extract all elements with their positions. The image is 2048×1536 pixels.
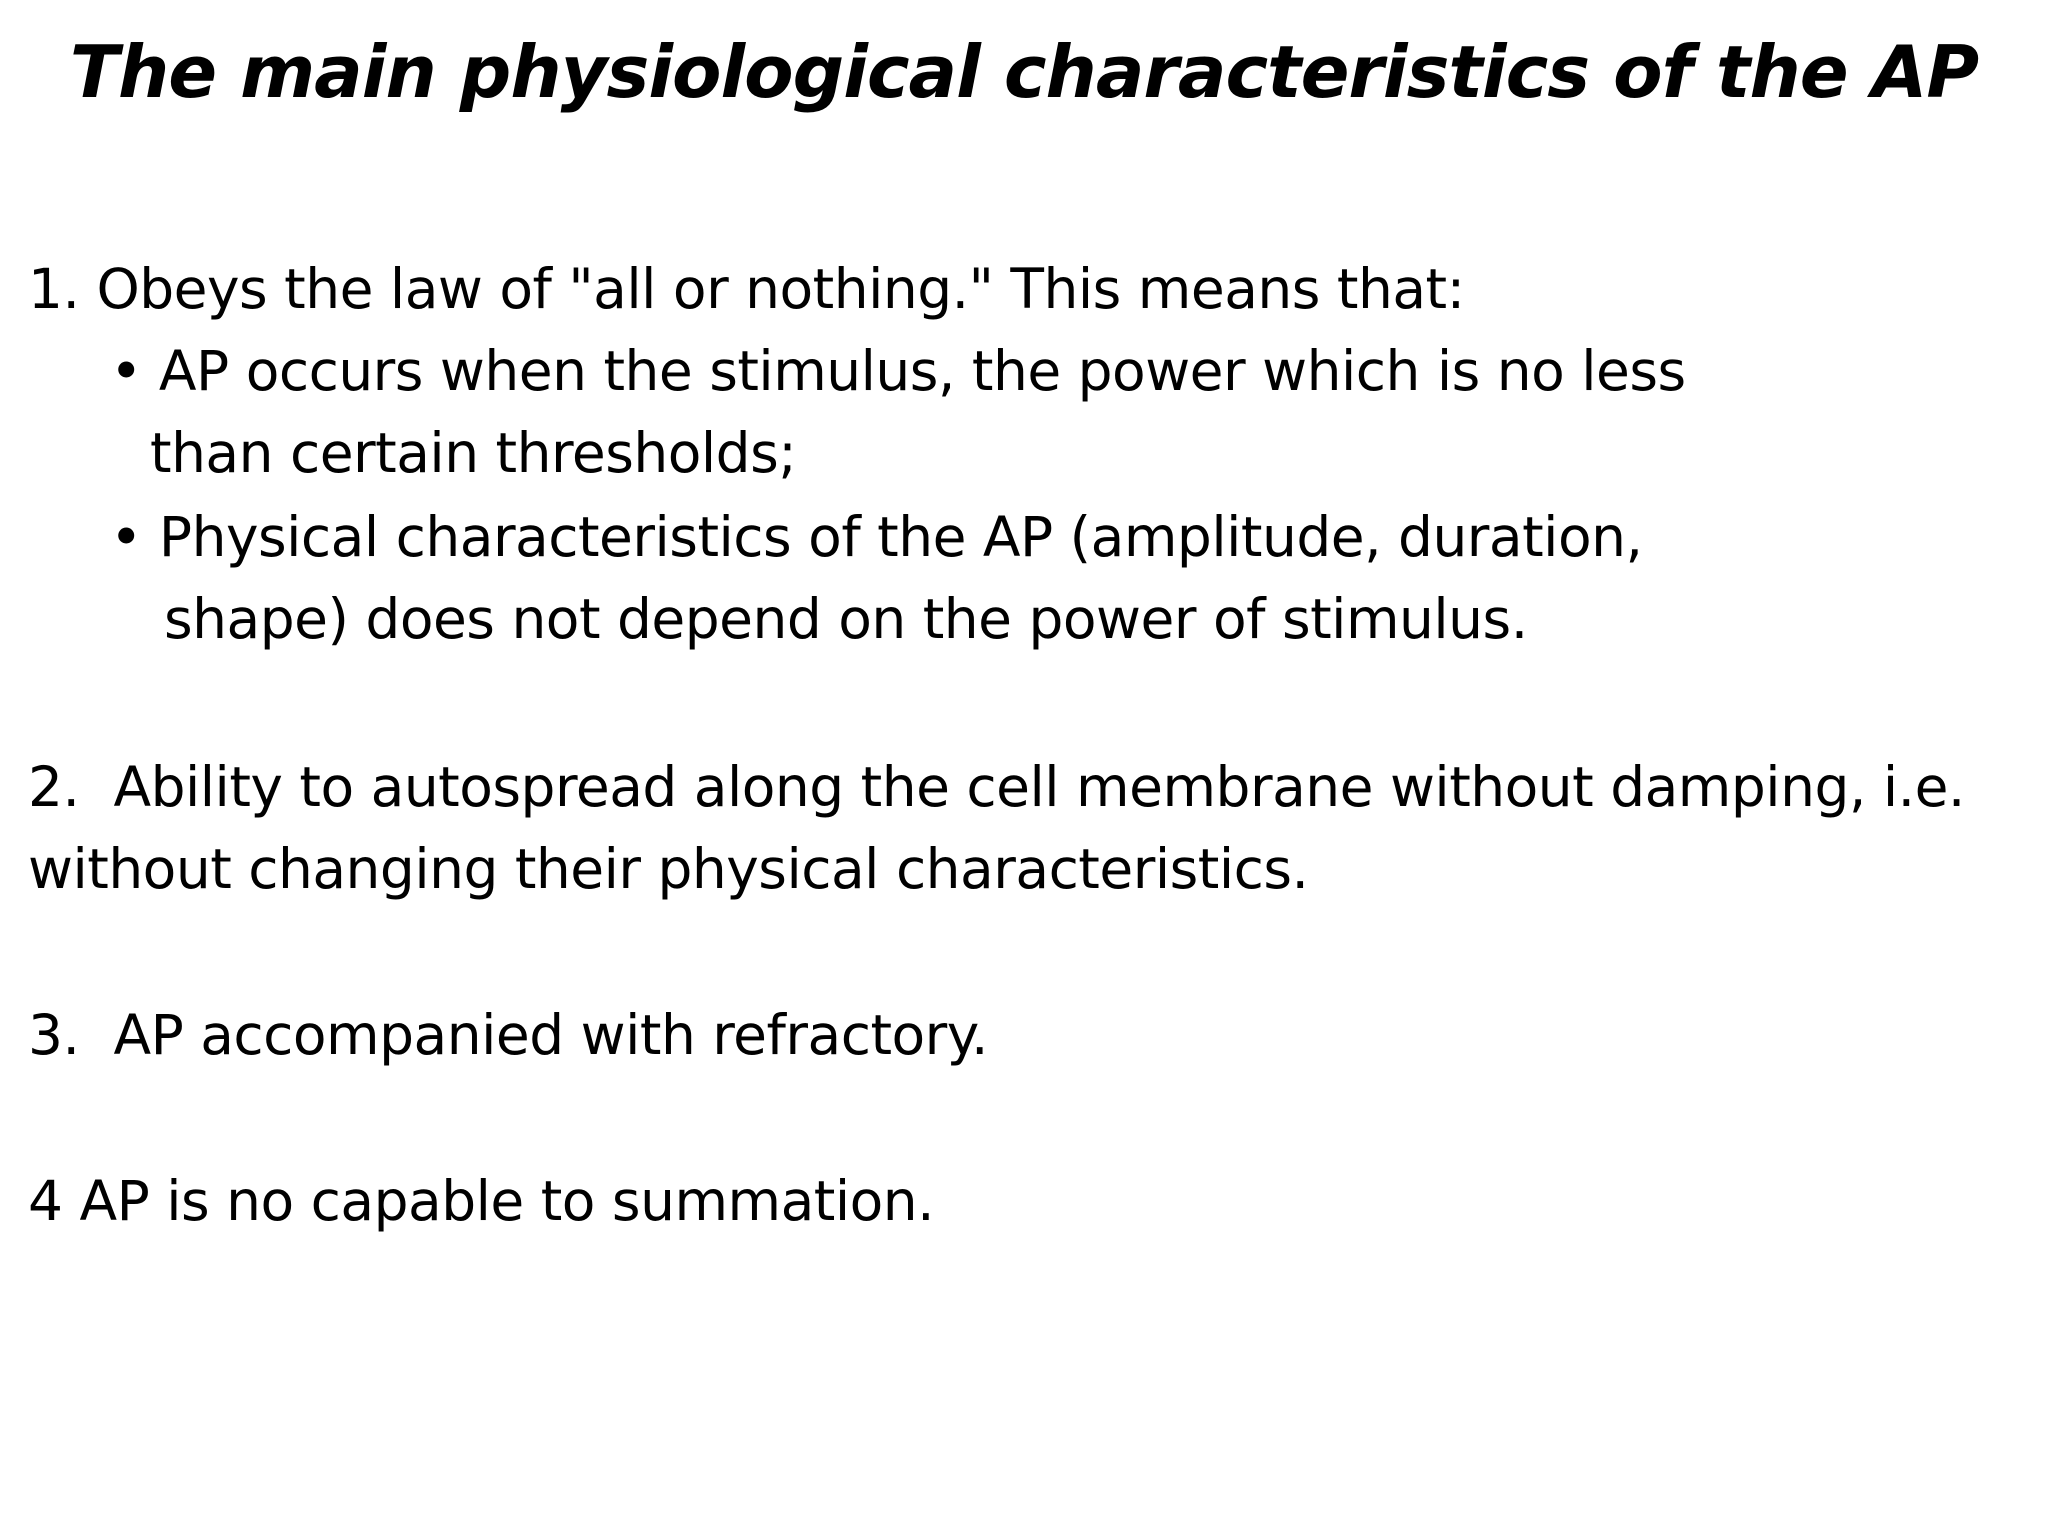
item-2-line-1: 2. Ability to autospread along the cell membrane without damping, i.e. (28, 755, 1965, 819)
slide-title: The main physiological characteristics of the AP (69, 30, 1979, 114)
item-2-line-2: without changing their physical characteristics. (28, 837, 1309, 901)
item-3-line-1: 3. AP accompanied with refractory. (28, 1003, 988, 1067)
item-1-bullet-1-line-2: than certain thresholds; (150, 421, 797, 485)
item-1-bullet-2-line-2: shape) does not depend on the power of stimulus. (164, 587, 1528, 651)
item-1-heading: 1. Obeys the law of "all or nothing." This means that: (28, 257, 1465, 321)
item-4-line-1: 4 AP is no capable to summation. (28, 1169, 935, 1233)
item-1-bullet-2-line-1: • Physical characteristics of the AP (amplitude, duration, (110, 505, 1643, 569)
item-1-bullet-1-line-1: • AP occurs when the stimulus, the power which is no less (110, 339, 1686, 403)
